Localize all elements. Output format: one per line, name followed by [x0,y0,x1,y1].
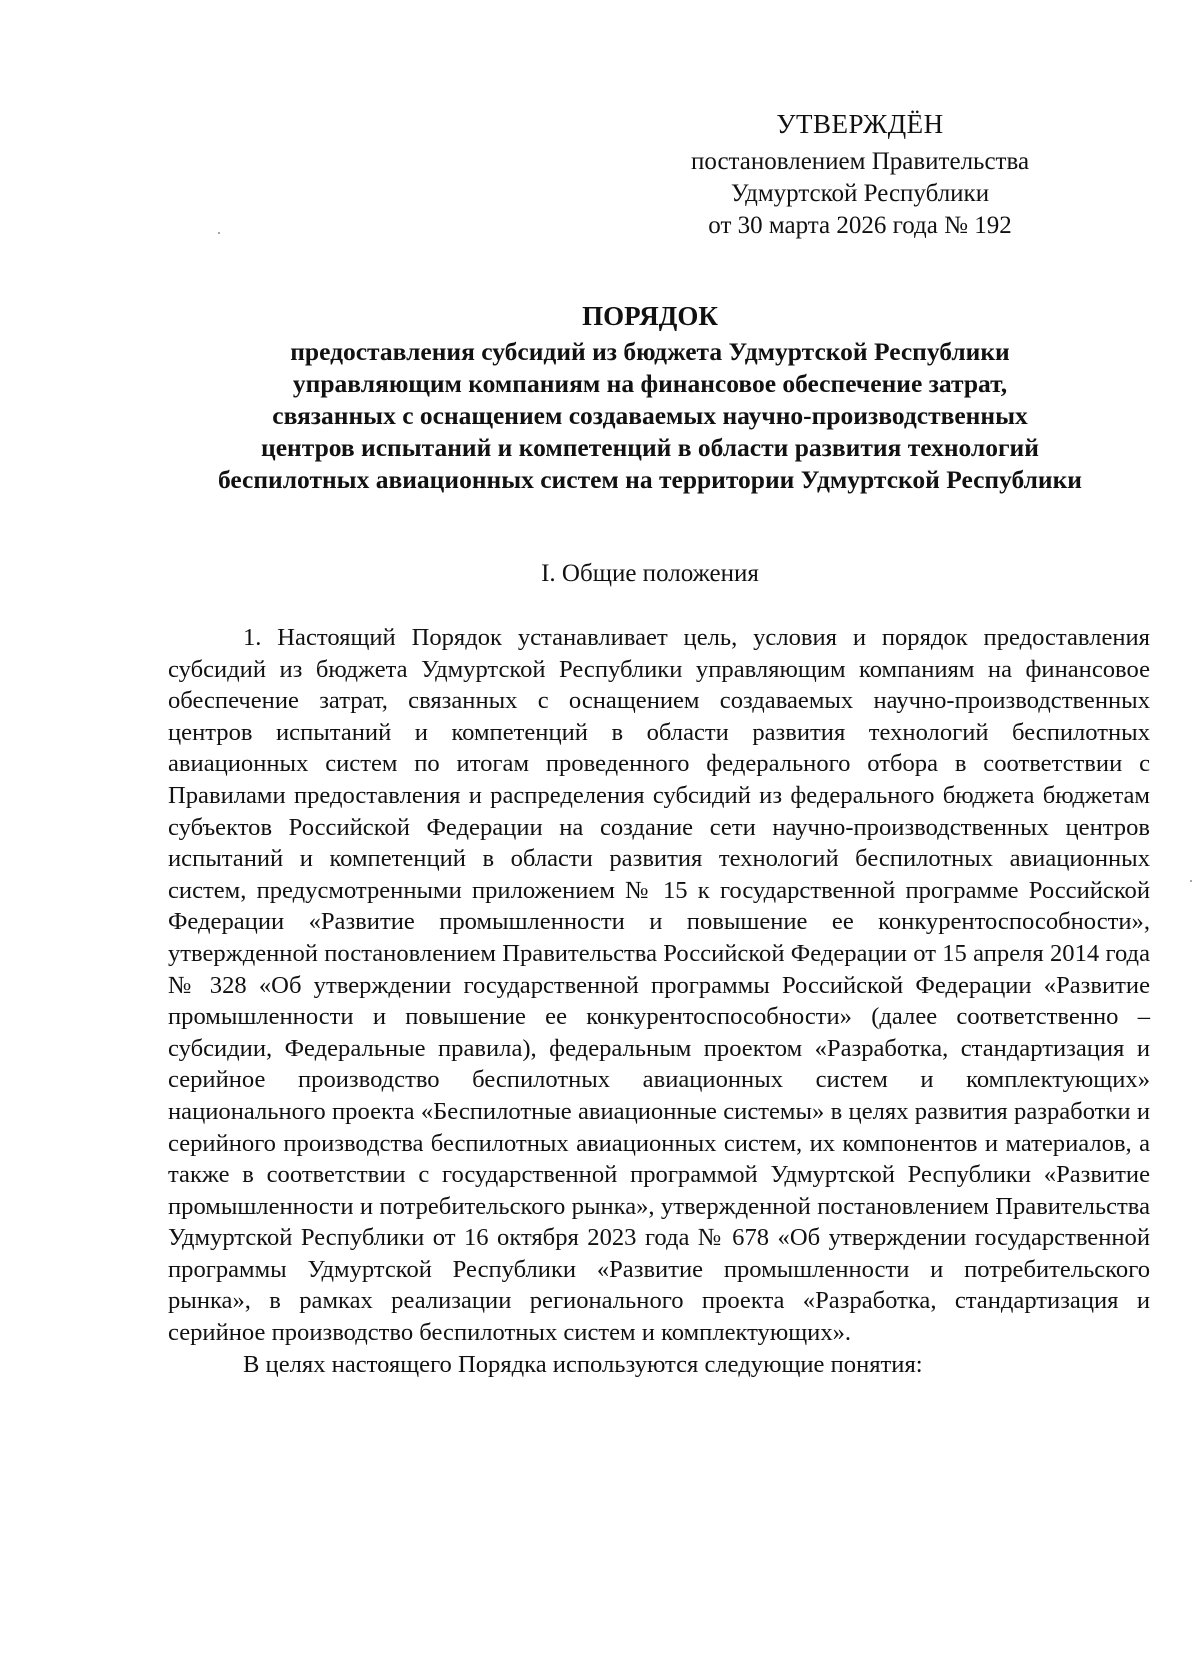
approval-line-3: от 30 марта 2026 года № 192 [708,212,1012,239]
document-subtitle-line-4: центров испытаний и компетенций в области развития технологий [261,433,1039,462]
body-text [168,622,1150,1380]
document-subtitle-line-3: связанных с оснащением создаваемых научно-производственных [272,401,1028,430]
approval-line-1: постановлением Правительства [690,148,1030,175]
approval-stamp-block [660,108,1060,242]
scan-speck [218,232,220,234]
scan-speck [1190,880,1192,882]
paragraph-2: В целях настоящего Порядка используются следующие понятия: [243,1350,923,1378]
approval-line-2: Удмуртской Республики [730,180,990,207]
document-subtitle-line-1: предоставления субсидий из бюджета Удмуртской Республики [290,337,1010,366]
section-heading: I. Общие положения [541,560,759,587]
approval-heading: УТВЕРЖДЁН [776,109,944,139]
document-subtitle-line-2: управляющим компаниям на финансовое обеспечение затрат, [292,369,1008,398]
paragraph-1: 1. Настоящий Порядок устанавливает цель, условия и порядок предоставления субсидий из бюджета Удмуртской Республики управляющим компаниям на финансовое обеспечение затрат, связанных с оснащением создаваемых научно-производственных центров испытаний и компетенций в области развития технологий беспилотных авиационных систем по итогам проведенного федерального отбора в соответствии с Правилами предоставления и распределения субсидий из федерального бюджета бюджетам субъектов Российской Федерации на создание сети научно-производственных центров испытаний и компетенций в области развития технологий беспилотных авиационных систем, предусмотренными приложением № 15 к государственной программе Российской Федерации «Развитие промышленности и повышение ее конкурентоспособности», утвержденной постановлением Правительства Российской Федерации от 15 апреля 2014 года № 328 «Об утверждении государственной программы Российской Федерации «Развитие промышленности и повышение ее конкурентоспособности» (далее соответственно – субсидии, Федеральные правила), федеральным проектом «Разработка, стандартизация и серийное производство беспилотных авиационных систем и комплектующих» национального проекта «Беспилотные авиационные системы» в целях развития разработки и серийного производства беспилотных авиационных систем, их компонентов и материалов, а также в соответствии с государственной программой Удмуртской Республики «Развитие промышленности и потребительского рынка», утвержденной постановлением Правительства Удмуртской Республики от 16 октября 2023 года № 678 «Об утверждении государственной программы Удмуртской Республики «Развитие промышленности и потребительского рынка», в рамках реализации регионального проекта «Разработка, стандартизация и серийное производство беспилотных систем и комплектующих». [168,624,1150,1347]
document-title: ПОРЯДОК [582,301,718,331]
document-subtitle-line-5: беспилотных авиационных систем на территории Удмуртской Республики [218,465,1082,494]
document-title-block [150,300,1150,496]
